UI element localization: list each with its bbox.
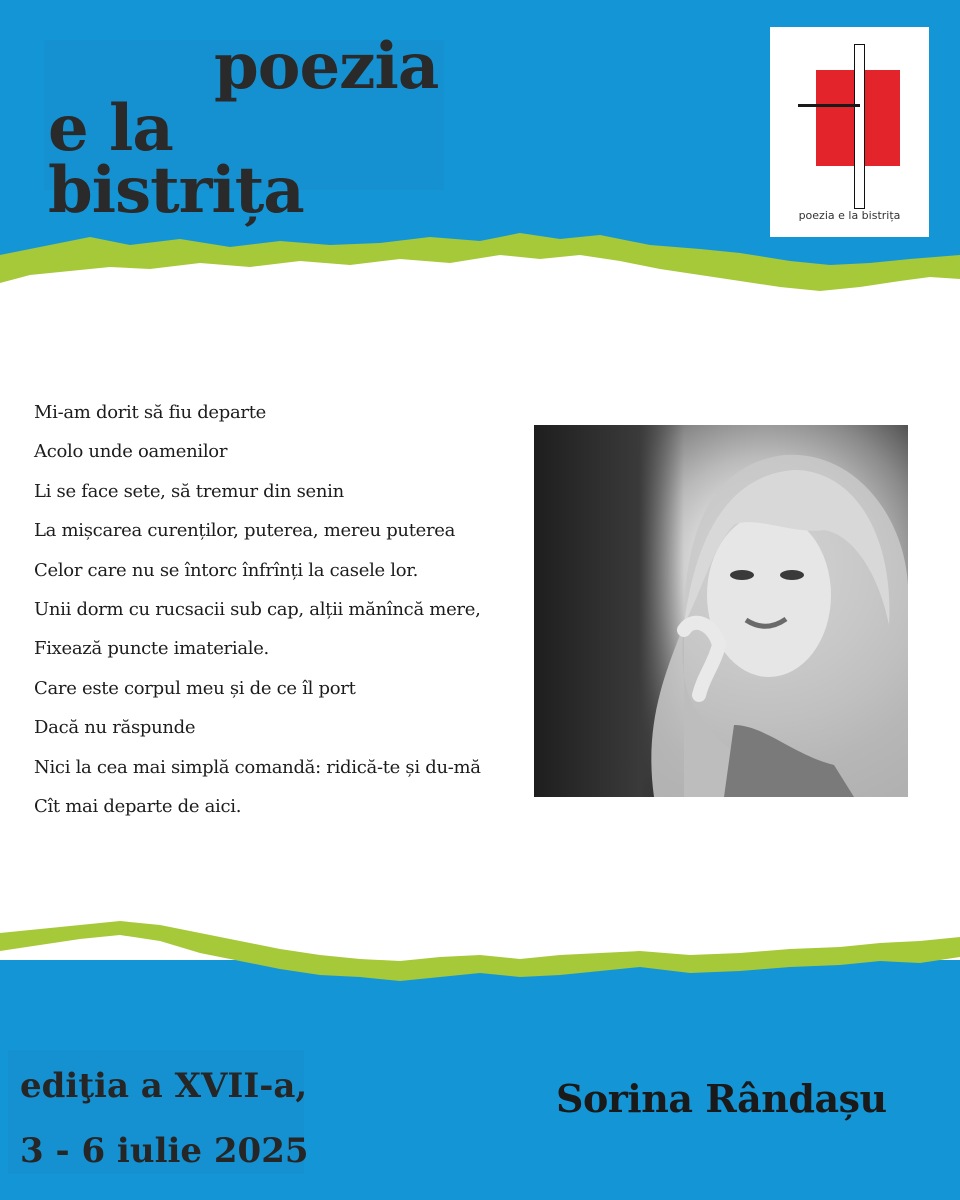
title-line-2: e la bistrița	[48, 91, 304, 228]
edition-dates: 3 - 6 iulie 2025	[20, 1131, 309, 1171]
poem-line: Care este corpul meu și de ce îl port	[34, 677, 356, 699]
poem-line: Unii dorm cu rucsacii sub cap, alții mănîncă mere,	[34, 598, 481, 620]
poem-line: Nici la cea mai simplă comandă: ridică-te și du-mă	[34, 756, 481, 778]
logo-horizontal-bar	[798, 104, 860, 107]
author-photo	[534, 425, 908, 797]
poem-line: Li se face sete, să tremur din senin	[34, 480, 344, 502]
torn-paper-edge-top	[0, 225, 960, 325]
poem-line: Mi-am dorit să fiu departe	[34, 402, 267, 423]
torn-paper-edge-bottom	[0, 915, 960, 1015]
author-name: Sorina Rândașu	[556, 1076, 887, 1121]
poem-line: Celor care nu se întorc înfrînți la casele lor.	[34, 559, 419, 581]
poem-line: Acolo unde oamenilor	[34, 441, 228, 463]
poem-line: Dacă nu răspunde	[34, 717, 196, 739]
festival-logo	[770, 27, 929, 237]
logo-caption: poezia e la bistrița	[798, 209, 901, 222]
logo-vertical-bar	[854, 44, 865, 209]
portrait-illustration	[534, 425, 908, 797]
poem-line: Fixează puncte imateriale.	[34, 638, 269, 660]
edition-info	[20, 1054, 320, 1184]
poem-line: Cît mai departe de aici.	[34, 795, 242, 817]
edition-number: ediţia a XVII-a,	[20, 1066, 308, 1106]
page-title	[48, 29, 440, 228]
title-line-1: poezia	[214, 29, 439, 104]
poem-line: La mișcarea curenților, puterea, mereu puterea	[34, 520, 456, 542]
poem	[34, 399, 524, 832]
